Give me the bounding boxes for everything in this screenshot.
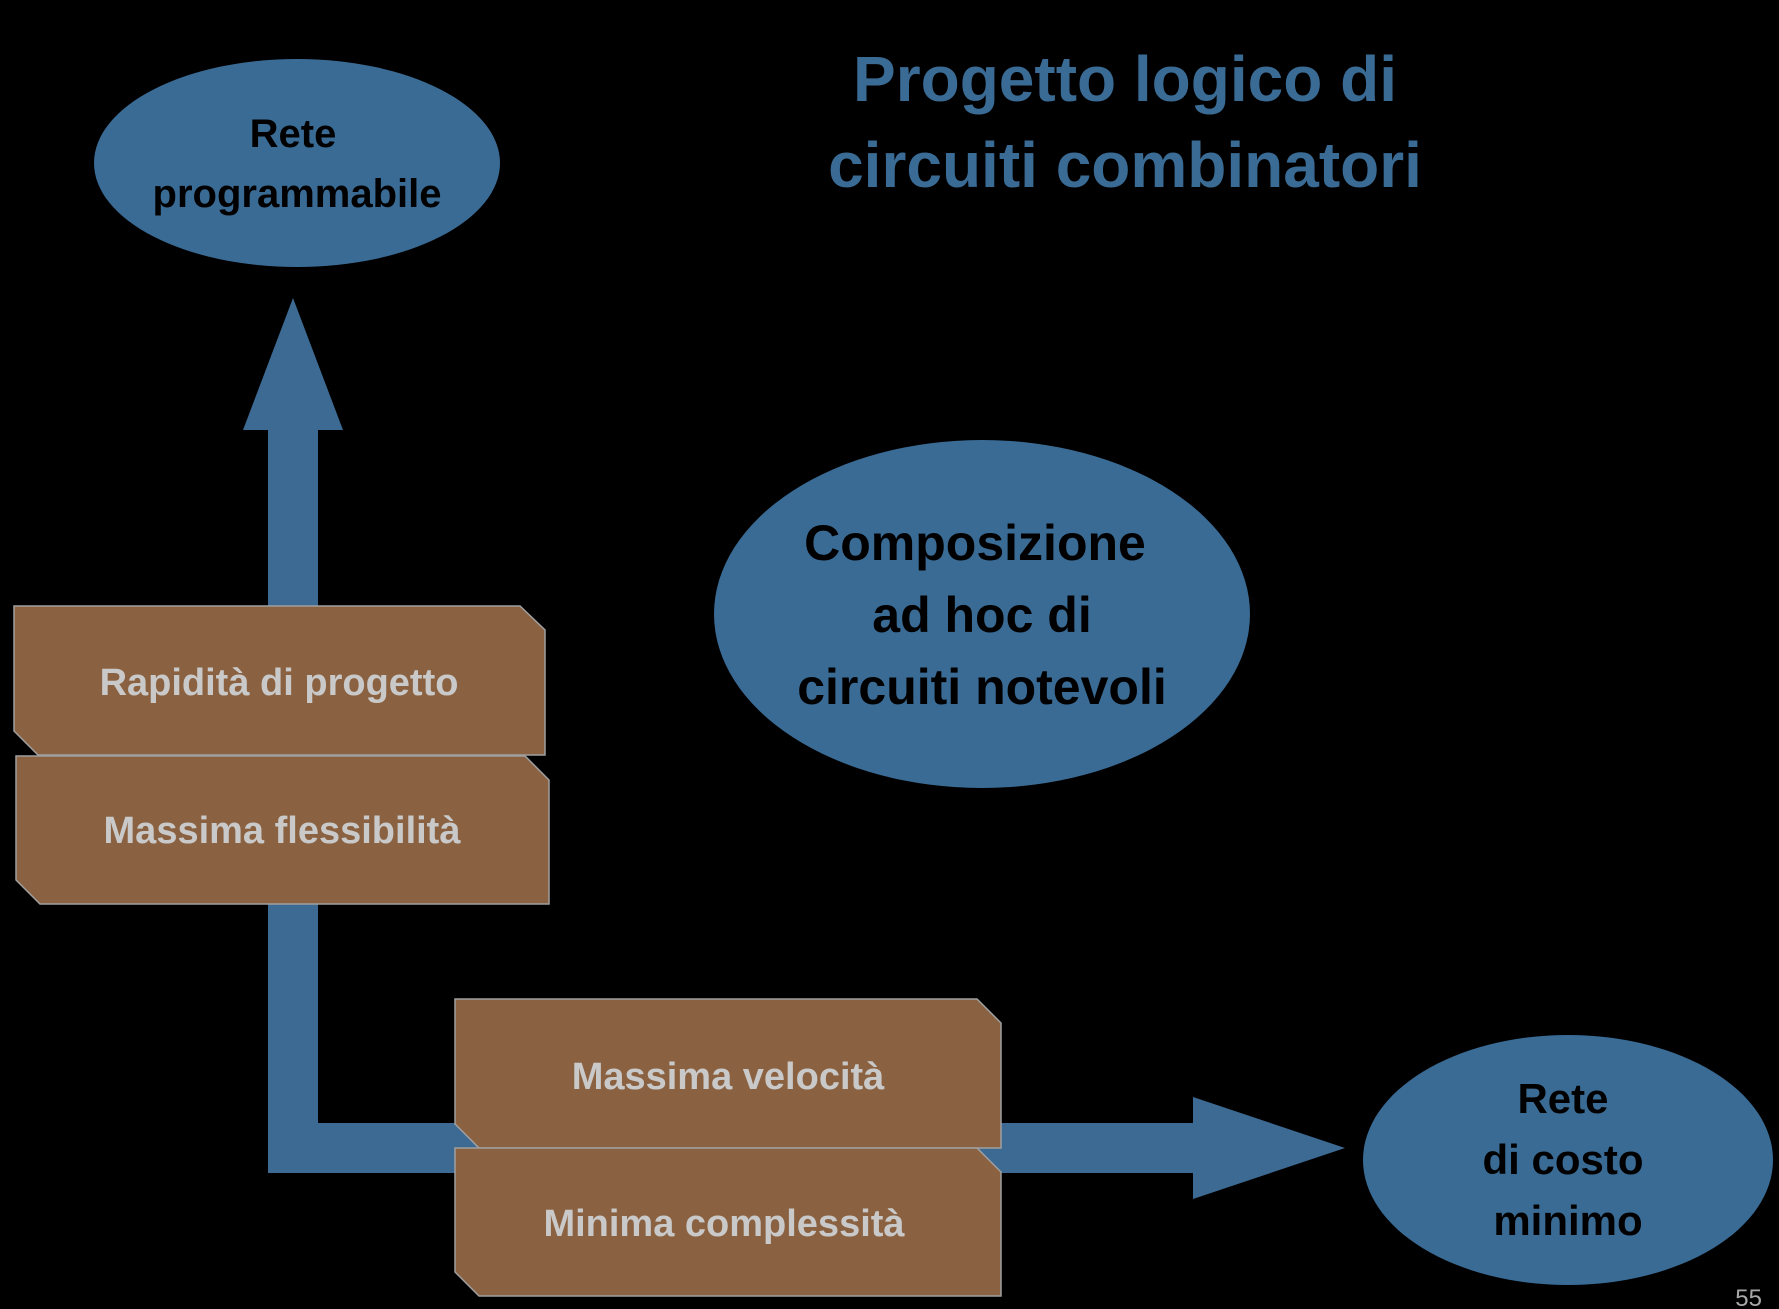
node-programmable-oval — [94, 59, 500, 267]
box-speed-design-label: Rapidità di progetto — [99, 662, 459, 704]
title-line-1: Progetto logico di — [853, 43, 1397, 115]
title-line-2: circuiti combinatori — [828, 129, 1422, 201]
node-programmable-line-1: Rete — [249, 112, 337, 156]
box-min-complexity-label: Minima complessità — [543, 1203, 905, 1245]
node-programmable-line-2: programmabile — [152, 172, 442, 216]
node-adhoc-line-2: ad hoc di — [872, 587, 1092, 643]
node-adhoc-line-1: Composizione — [804, 515, 1146, 571]
node-mincost-line-3: minimo — [1493, 1197, 1643, 1244]
node-mincost-line-1: Rete — [1517, 1075, 1609, 1122]
node-adhoc-line-3: circuiti notevoli — [797, 659, 1167, 715]
page-number: 55 — [1735, 1285, 1762, 1309]
box-max-flex-label: Massima flessibilità — [103, 810, 461, 852]
node-mincost-line-2: di costo — [1482, 1136, 1644, 1183]
box-max-speed-label: Massima velocità — [571, 1056, 885, 1098]
